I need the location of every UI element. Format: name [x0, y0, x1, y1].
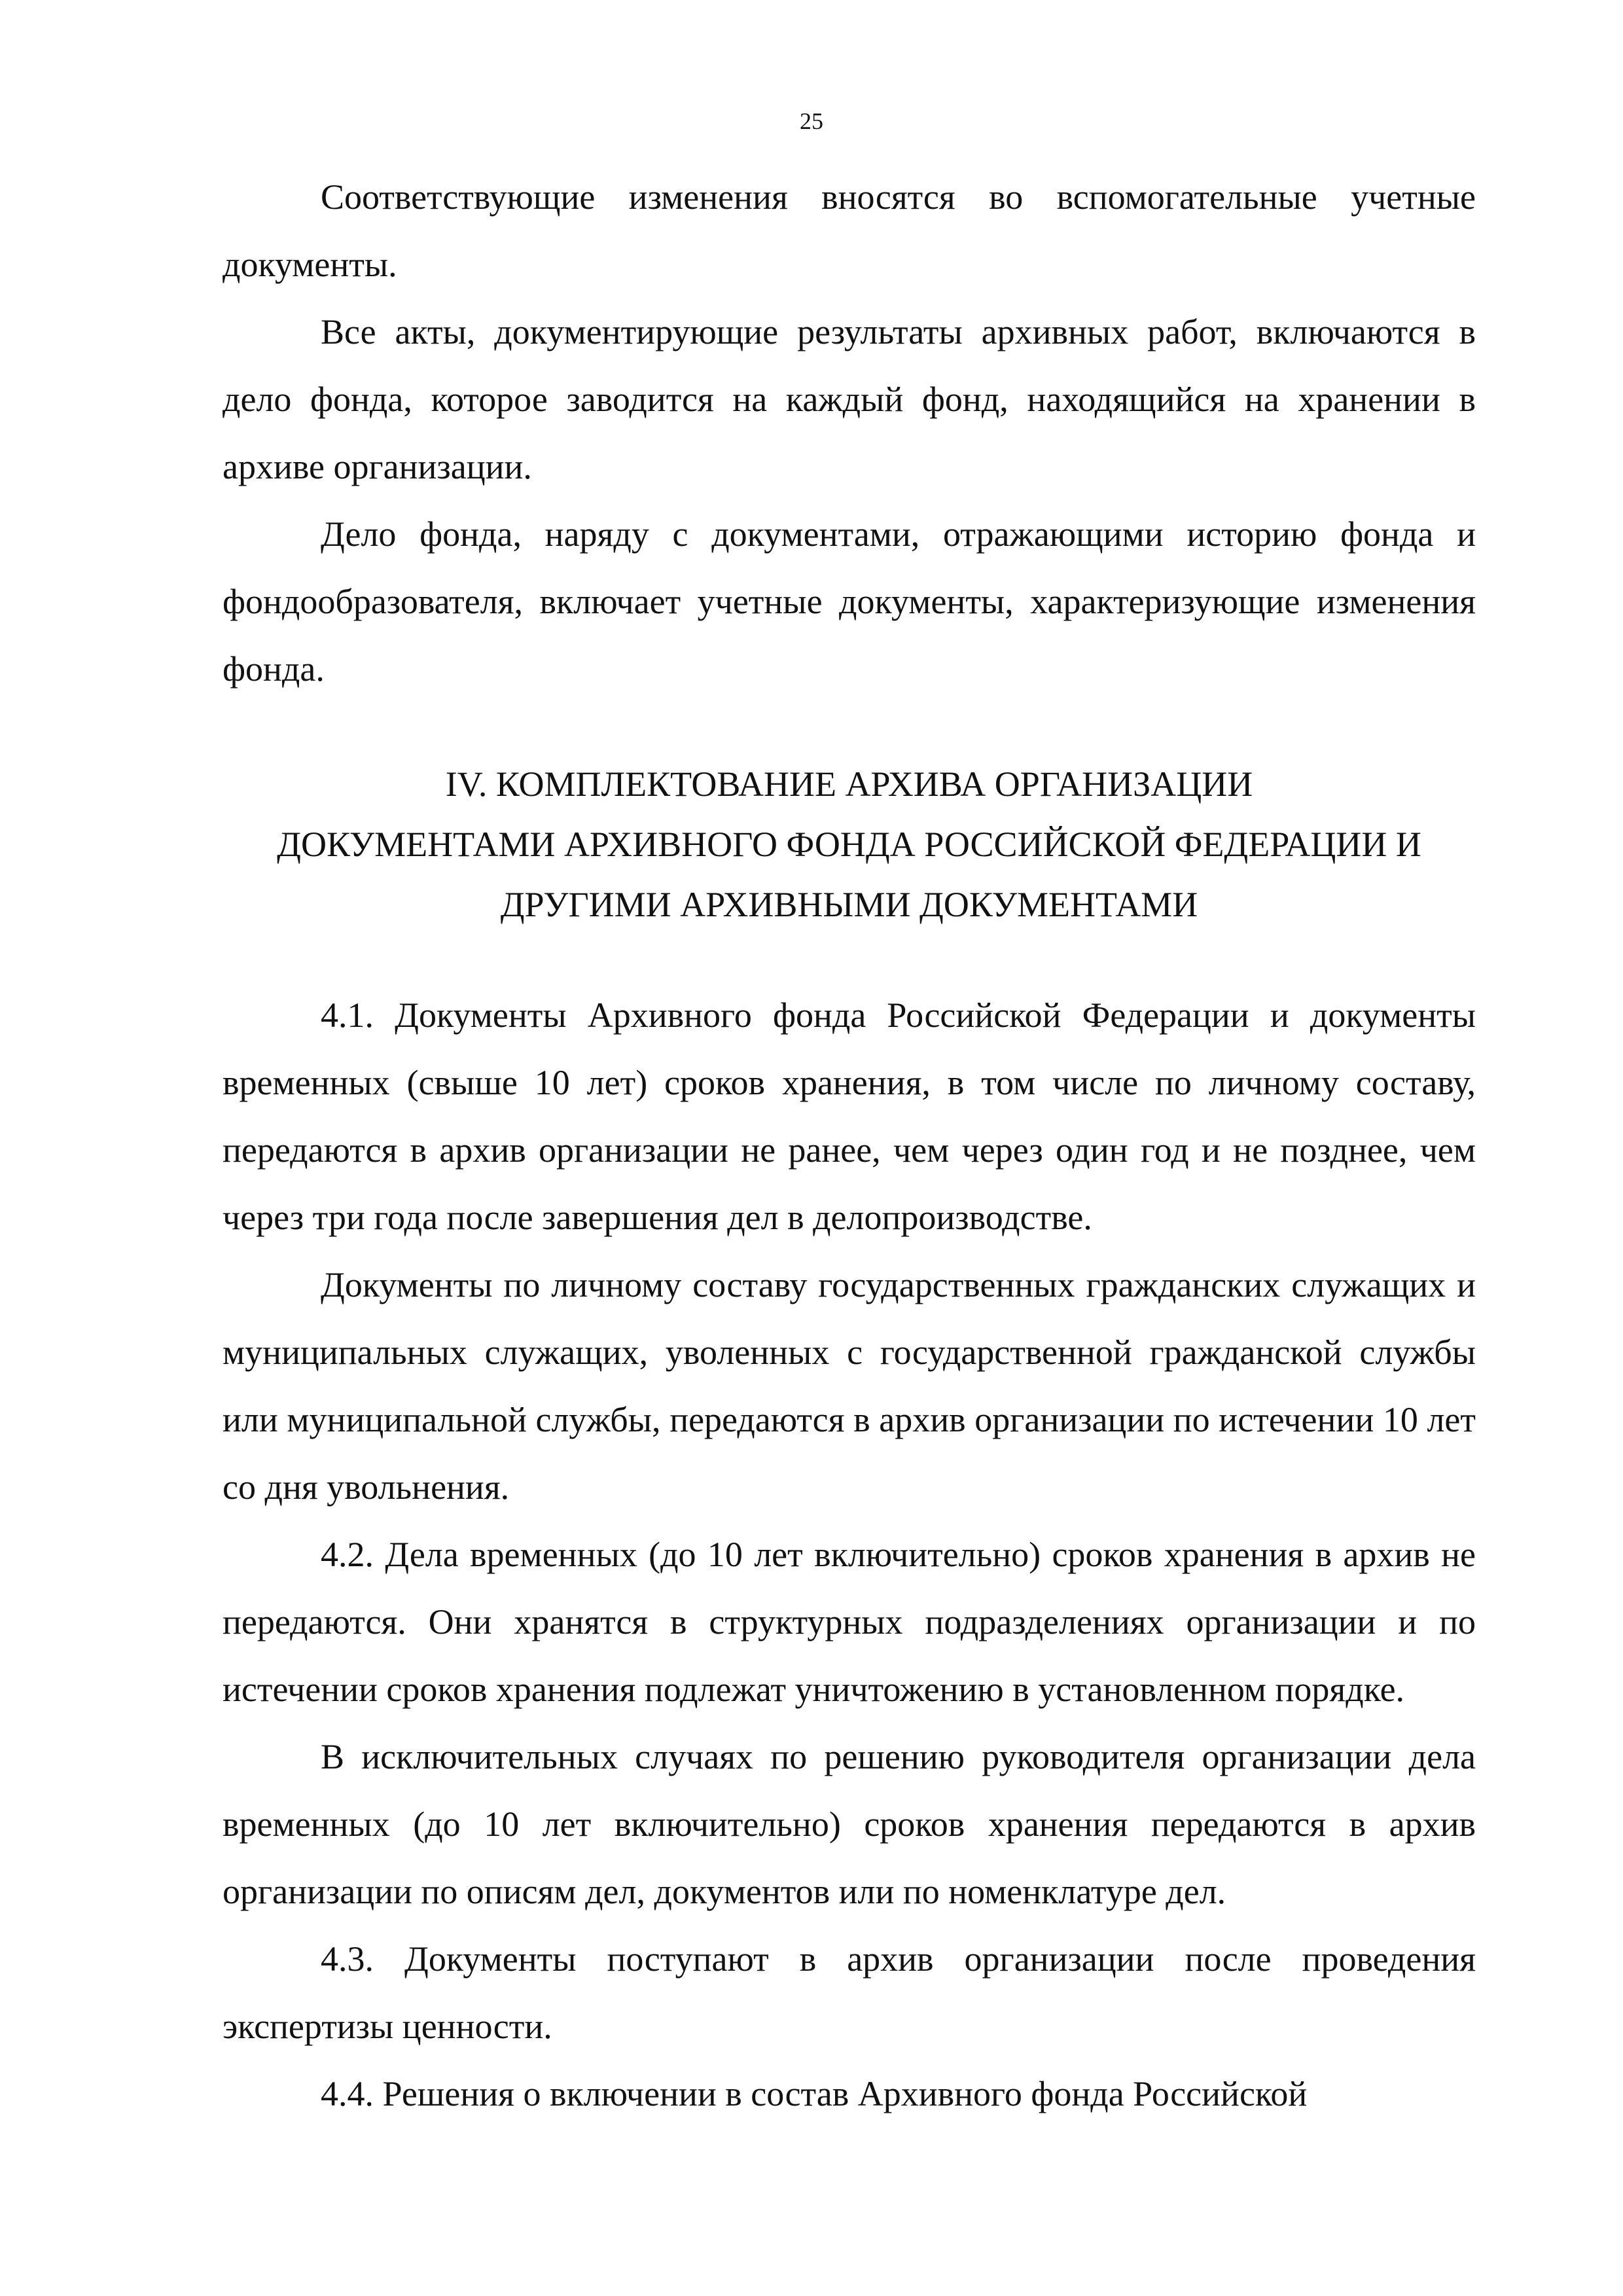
paragraph: В исключительных случаях по решению руководителя организации дела временных (до 10 лет включительно) сроков хранения передаются в архив организации по описям дел, документов или по номенклатуре дел. — [223, 1737, 1476, 1911]
paragraph: Все акты, документирующие результаты архивных работ, включаются в дело фонда, которое заводится на каждый фонд, находящийся на хранении в архиве организации. — [223, 312, 1476, 486]
page-number: 25 — [800, 108, 823, 134]
section-heading-line: ДОКУМЕНТАМИ АРХИВНОГО ФОНДА РОССИЙСКОЙ ФЕДЕРАЦИИ И — [277, 825, 1421, 864]
section-heading-line: IV. КОМПЛЕКТОВАНИЕ АРХИВА ОРГАНИЗАЦИИ — [445, 764, 1253, 804]
section-heading — [223, 754, 1476, 935]
document-body — [223, 164, 1476, 2128]
paragraph: Соответствующие изменения вносятся во вспомогательные учетные документы. — [223, 177, 1476, 284]
paragraph-4-4: 4.4. Решения о включении в состав Архивного фонда Российской — [321, 2074, 1308, 2113]
paragraph-4-2: 4.2. Дела временных (до 10 лет включительно) сроков хранения в архив не передаются. Они хранятся в структурных подразделениях организации и по истечении сроков хранения подлежат уничтожению в установленном порядке. — [223, 1535, 1476, 1709]
paragraph: Документы по личному составу государственных гражданских служащих и муниципальных служащих, уволенных с государственной гражданской службы или муниципальной службы, передаются в архив организации по истечении 10 лет со дня увольнения. — [223, 1265, 1476, 1507]
paragraph-4-1: 4.1. Документы Архивного фонда Российской Федерации и документы временных (свыше 10 лет) сроков хранения, в том числе по личному составу, передаются в архив организации не ранее, чем через один год и не позднее, чем через три года после завершения дел в делопроизводстве. — [223, 996, 1476, 1237]
section-heading-line: ДРУГИМИ АРХИВНЫМИ ДОКУМЕНТАМИ — [500, 885, 1198, 924]
paragraph: Дело фонда, наряду с документами, отражающими историю фонда и фондообразователя, включает учетные документы, характеризующие изменения фонда. — [223, 514, 1476, 689]
paragraph-4-3: 4.3. Документы поступают в архив организации после проведения экспертизы ценности. — [223, 1939, 1476, 2046]
